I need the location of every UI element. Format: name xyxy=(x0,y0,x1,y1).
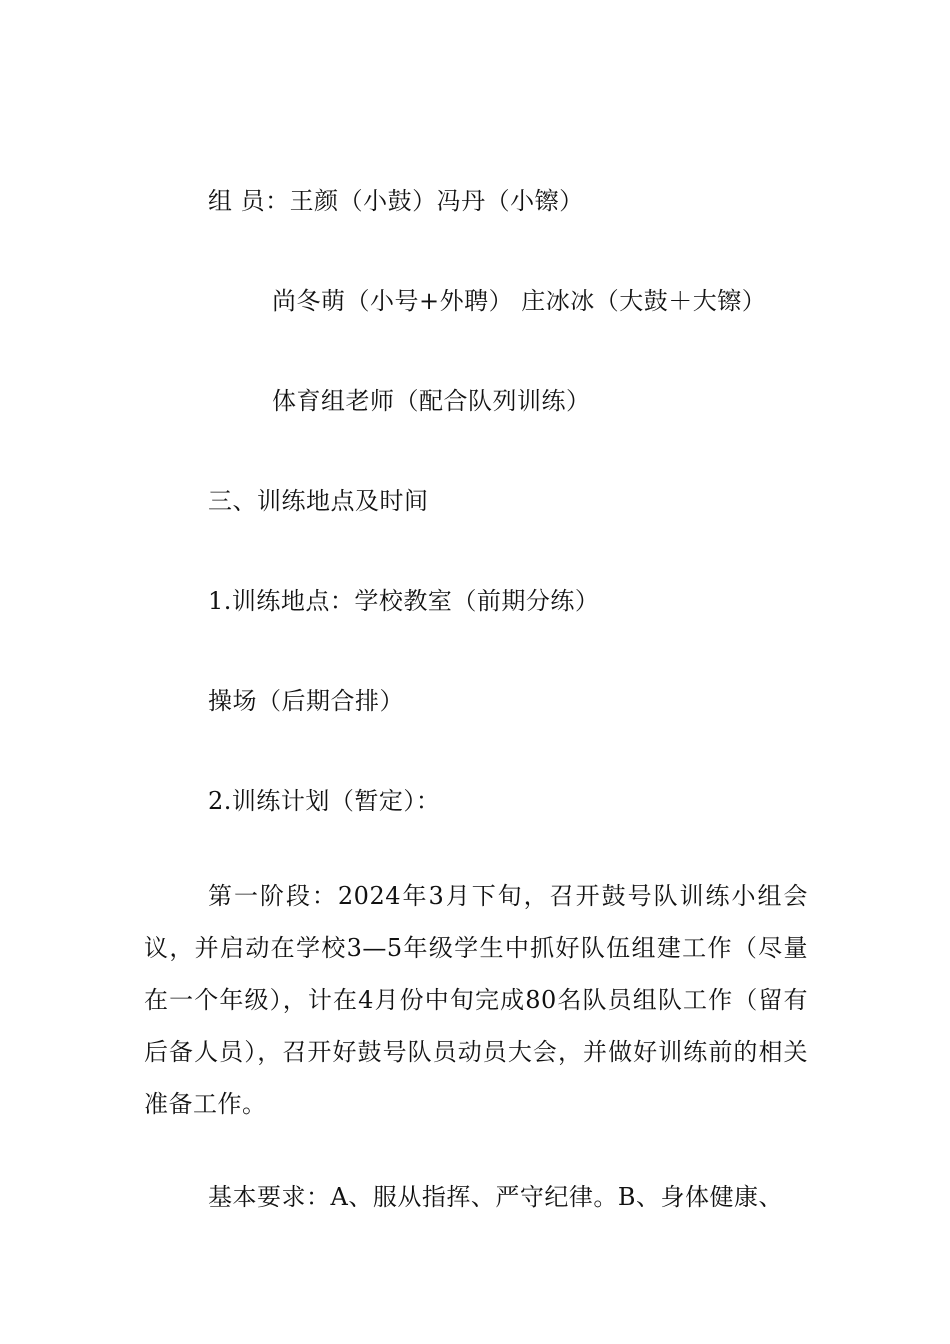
members-line-pe-teachers: 体育组老师（配合队列训练） xyxy=(272,387,591,415)
section-heading-training-location-time: 三、训练地点及时间 xyxy=(208,487,429,515)
members-line: 组 员：王颜（小鼓）冯丹（小镲） xyxy=(208,187,584,215)
list-item-training-plan: 2.训练计划（暂定）： xyxy=(208,787,441,815)
paragraph-stage-one: 第一阶段：2024年3月下旬，召开鼓号队训练小组会议，并启动在学校3—5年级学生中抓好队伍组建工作（尽量在一个年级），计在4月份中旬完成80名队员组队工作（留有后备人员），召开好鼓号队员动员大会，并做好训练前的相关准备工作。 xyxy=(144,882,808,1118)
list-item-training-location-continued: 操场（后期合排） xyxy=(208,687,404,715)
list-item-training-location: 1.训练地点：学校教室（前期分练） xyxy=(208,587,600,615)
members-line-continued: 尚冬萌（小号+外聘） 庄冰冰（大鼓＋大镲） xyxy=(272,287,767,315)
paragraph-basic-requirements: 基本要求：A、服从指挥、严守纪律。B、身体健康、 xyxy=(208,1183,783,1211)
